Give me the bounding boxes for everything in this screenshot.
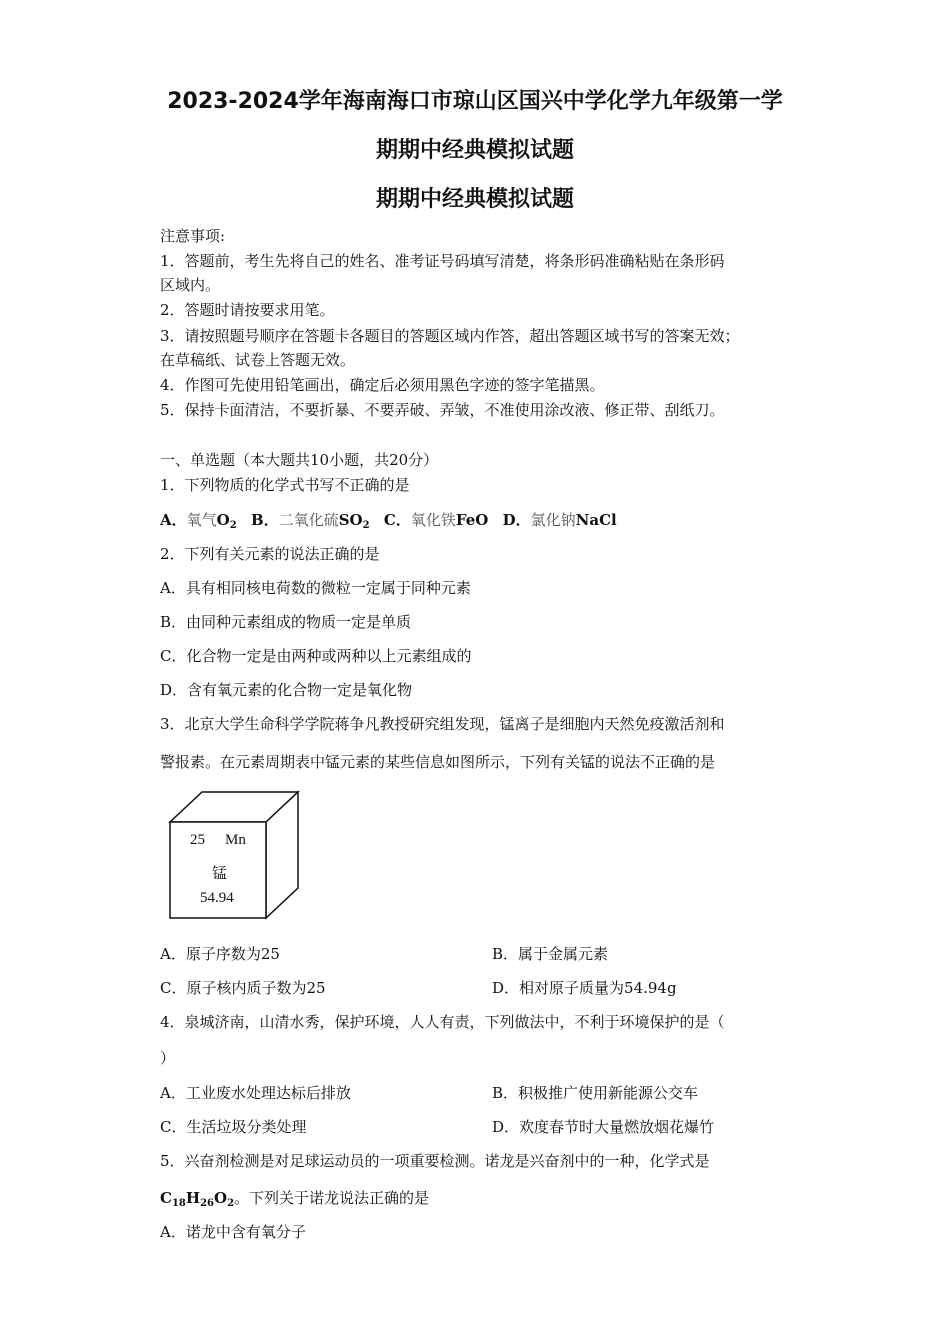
element-name: 锰 xyxy=(212,864,228,882)
option-text: 二氧化硫 xyxy=(278,511,339,529)
notice-item: 区域内。 xyxy=(160,276,221,294)
option-c: C．化合物一定是由两种或两种以上元素组成的 xyxy=(160,647,472,665)
option-text: 氯化钠 xyxy=(530,511,576,529)
notice-item: 5．保持卡面清洁，不要折暴、不要弄破、弄皱，不准使用涂改液、修正带、刮纸刀。 xyxy=(160,401,725,419)
element-symbol: Mn xyxy=(225,832,246,848)
option-a: A．具有相同核电荷数的微粒一定属于同种元素 xyxy=(160,579,471,597)
notice-item: 4．作图可先使用铅笔画出，确定后必须用黑色字迹的签字笔描黑。 xyxy=(160,376,605,394)
question-stem: ） xyxy=(160,1049,176,1067)
option-c: C．原子核内质子数为25 xyxy=(160,979,326,997)
formula: H xyxy=(185,1189,201,1207)
option-d: D．相对原子质量为54.94g xyxy=(492,979,677,997)
option-label: B． xyxy=(251,511,279,529)
notice-heading: 注意事项: xyxy=(160,227,226,245)
option-a: A．原子序数为25 xyxy=(160,945,280,963)
question-1-options xyxy=(160,510,810,536)
formula: FeO xyxy=(455,511,489,529)
question-stem-rest: 。下列关于诺龙说法正确的是 xyxy=(234,1189,430,1207)
option-c: C．生活垃圾分类处理 xyxy=(160,1118,307,1136)
option-text: 氧气 xyxy=(186,511,217,529)
option-d: D．含有氧元素的化合物一定是氧化物 xyxy=(160,681,413,699)
question-stem-formula-line xyxy=(160,1188,810,1214)
formula: O xyxy=(216,511,230,529)
atomic-number: 25 xyxy=(190,832,205,848)
question-stem: 警报素。在元素周期表中锰元素的某些信息如图所示，下列有关锰的说法不正确的是 xyxy=(160,753,716,771)
formula: C xyxy=(160,1189,172,1207)
title-line-1: 2023-2024学年海南海口市琼山区国兴中学化学九年级第一学 xyxy=(167,89,783,114)
notice-item: 2．答题时请按要求用笔。 xyxy=(160,301,335,319)
formula-subscript: 2 xyxy=(362,520,370,531)
option-b: B．由同种元素组成的物质一定是单质 xyxy=(160,613,412,631)
notice-item: 在草稿纸、试卷上答题无效。 xyxy=(160,351,356,369)
formula-subscript: 2 xyxy=(227,1198,235,1209)
formula: SO xyxy=(338,511,363,529)
question-stem: 4．泉城济南，山清水秀，保护环境，人人有责，下列做法中，不利于环境保护的是（ xyxy=(160,1013,725,1031)
notice-item: 1．答题前，考生先将自己的姓名、准考证号码填写清楚，将条形码准确粘贴在条形码 xyxy=(160,252,725,270)
title-line-3: 期期中经典模拟试题 xyxy=(375,187,574,212)
formula: O xyxy=(213,1189,228,1207)
option-a: A．工业废水处理达标后排放 xyxy=(160,1084,351,1102)
option-b: B．属于金属元素 xyxy=(492,945,609,963)
option-a: A．诺龙中含有氧分子 xyxy=(160,1223,306,1241)
option-b: B．积极推广使用新能源公交车 xyxy=(492,1084,699,1102)
atomic-mass: 54.94 xyxy=(200,890,234,906)
formula-subscript: 18 xyxy=(171,1198,186,1209)
section-heading: 一、单选题（本大题共10小题，共20分） xyxy=(160,451,439,469)
option-d: D．欢度春节时大量燃放烟花爆竹 xyxy=(492,1118,715,1136)
element-cell-figure xyxy=(168,790,300,920)
option-text: 氧化铁 xyxy=(410,511,456,529)
formula-subscript: 26 xyxy=(200,1198,214,1209)
question-stem: 1．下列物质的化学式书写不正确的是 xyxy=(160,476,410,494)
notice-item: 3．请按照题号顺序在答题卡各题目的答题区域内作答，超出答题区域书写的答案无效； xyxy=(160,327,740,345)
question-stem: 2．下列有关元素的说法正确的是 xyxy=(160,545,380,563)
question-stem: 3．北京大学生命科学学院蒋争凡教授研究组发现，锰离子是细胞内天然免疫激活剂和 xyxy=(160,715,725,733)
option-label: C． xyxy=(383,511,411,529)
formula-subscript: 2 xyxy=(229,520,237,531)
title-line-2: 期期中经典模拟试题 xyxy=(375,138,574,163)
question-stem: 5．兴奋剂检测是对足球运动员的一项重要检测。诺龙是兴奋剂中的一种，化学式是 xyxy=(160,1152,710,1170)
option-label: D． xyxy=(502,511,531,529)
formula: NaCl xyxy=(575,511,617,529)
option-label: A． xyxy=(160,511,187,529)
